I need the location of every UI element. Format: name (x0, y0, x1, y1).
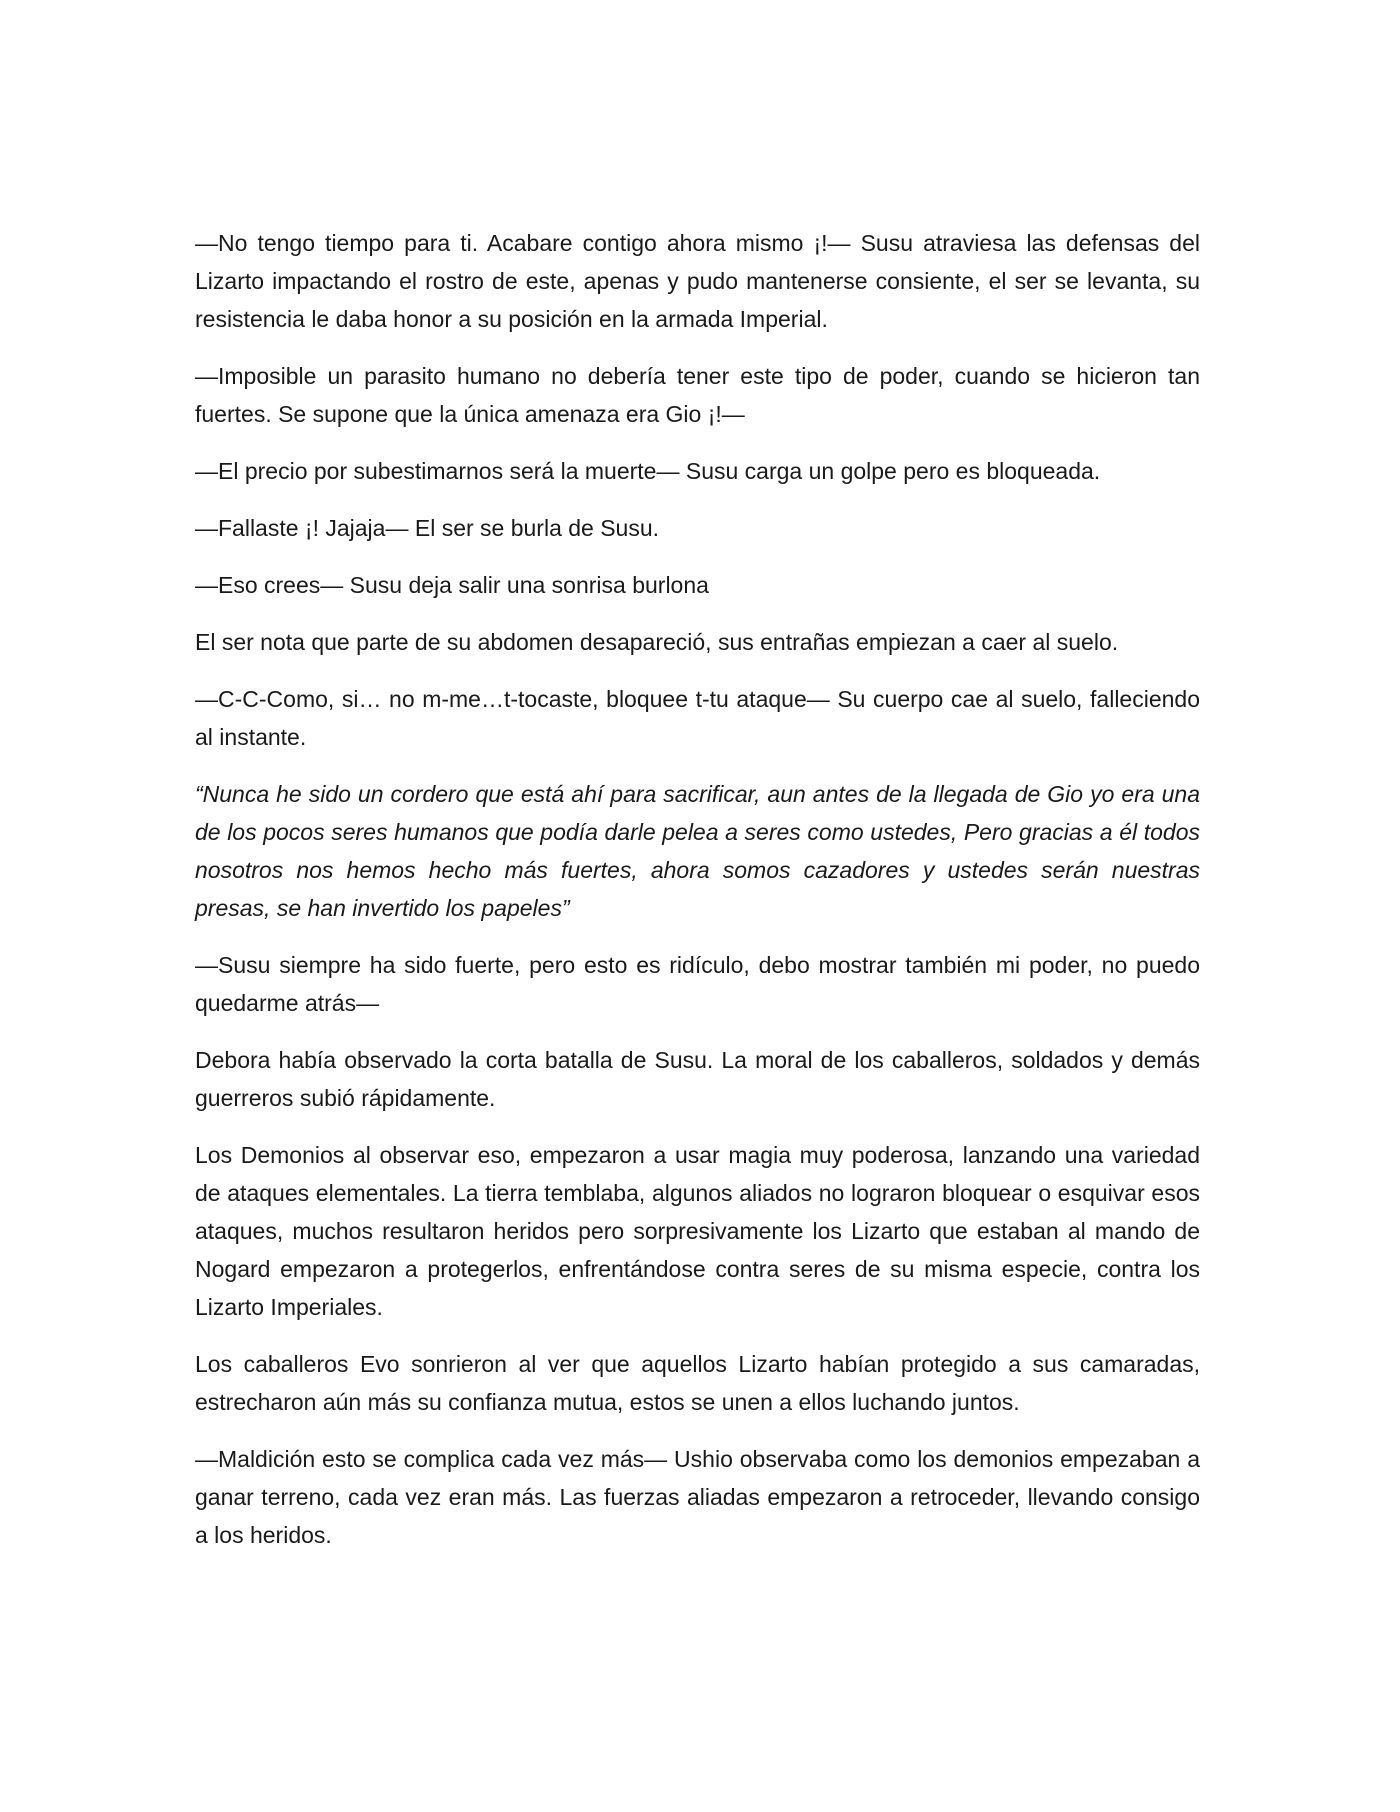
paragraph-10: Debora había observado la corta batalla de Susu. La moral de los caballeros, soldados y demás guerreros subió rápidamente. (195, 1047, 1200, 1111)
paragraph-1: —No tengo tiempo para ti. Acabare contigo ahora mismo ¡!— Susu atraviesa las defensas del Lizarto impactando el rostro de este, apenas y pudo mantenerse consiente, el ser se levanta, su resistencia le daba honor a su posición en la armada Imperial. (195, 230, 1200, 332)
paragraph-5: —Eso crees— Susu deja salir una sonrisa burlona (195, 572, 709, 598)
paragraph-7: —C-C-Como, si… no m-me…t-tocaste, bloquee t-tu ataque— Su cuerpo cae al suelo, falleciendo al instante. (195, 686, 1200, 750)
paragraph-2: —Imposible un parasito humano no debería tener este tipo de poder, cuando se hicieron tan fuertes. Se supone que la única amenaza era Gio ¡!— (195, 363, 1200, 427)
paragraph-12: Los caballeros Evo sonrieron al ver que aquellos Lizarto habían protegido a sus camaradas, estrecharon aún más su confianza mutua, estos se unen a ellos luchando juntos. (195, 1351, 1200, 1415)
italic-quote-paragraph: “Nunca he sido un cordero que está ahí para sacrificar, aun antes de la llegada de Gio yo era una de los pocos seres humanos que podía darle pelea a seres como ustedes, Pero gracias a él todos nosotros nos hemos hecho más fuertes, ahora somos cazadores y ustedes serán nuestras presas, se han invertido los papeles” (195, 781, 1200, 921)
paragraph-11: Los Demonios al observar eso, empezaron a usar magia muy poderosa, lanzando una variedad de ataques elementales. La tierra temblaba, algunos aliados no lograron bloquear o esquivar esos ataques, muchos resultaron heridos pero sorpresivamente los Lizarto que estaban al mando de Nogard empezaron a protegerlos, enfrentándose contra seres de su misma especie, contra los Lizarto Imperiales. (195, 1142, 1200, 1320)
paragraph-6: El ser nota que parte de su abdomen desapareció, sus entrañas empiezan a caer al suelo. (195, 629, 1119, 655)
paragraph-3: —El precio por subestimarnos será la muerte— Susu carga un golpe pero es bloqueada. (195, 458, 1101, 484)
paragraph-9: —Susu siempre ha sido fuerte, pero esto es ridículo, debo mostrar también mi poder, no puedo quedarme atrás— (195, 952, 1200, 1016)
body-text (195, 224, 1200, 1573)
paragraph-4: —Fallaste ¡! Jajaja— El ser se burla de Susu. (195, 515, 660, 541)
paragraph-13: —Maldición esto se complica cada vez más— Ushio observaba como los demonios empezaban a ganar terreno, cada vez eran más. Las fuerzas aliadas empezaron a retroceder, llevando consigo a los heridos. (195, 1446, 1200, 1548)
